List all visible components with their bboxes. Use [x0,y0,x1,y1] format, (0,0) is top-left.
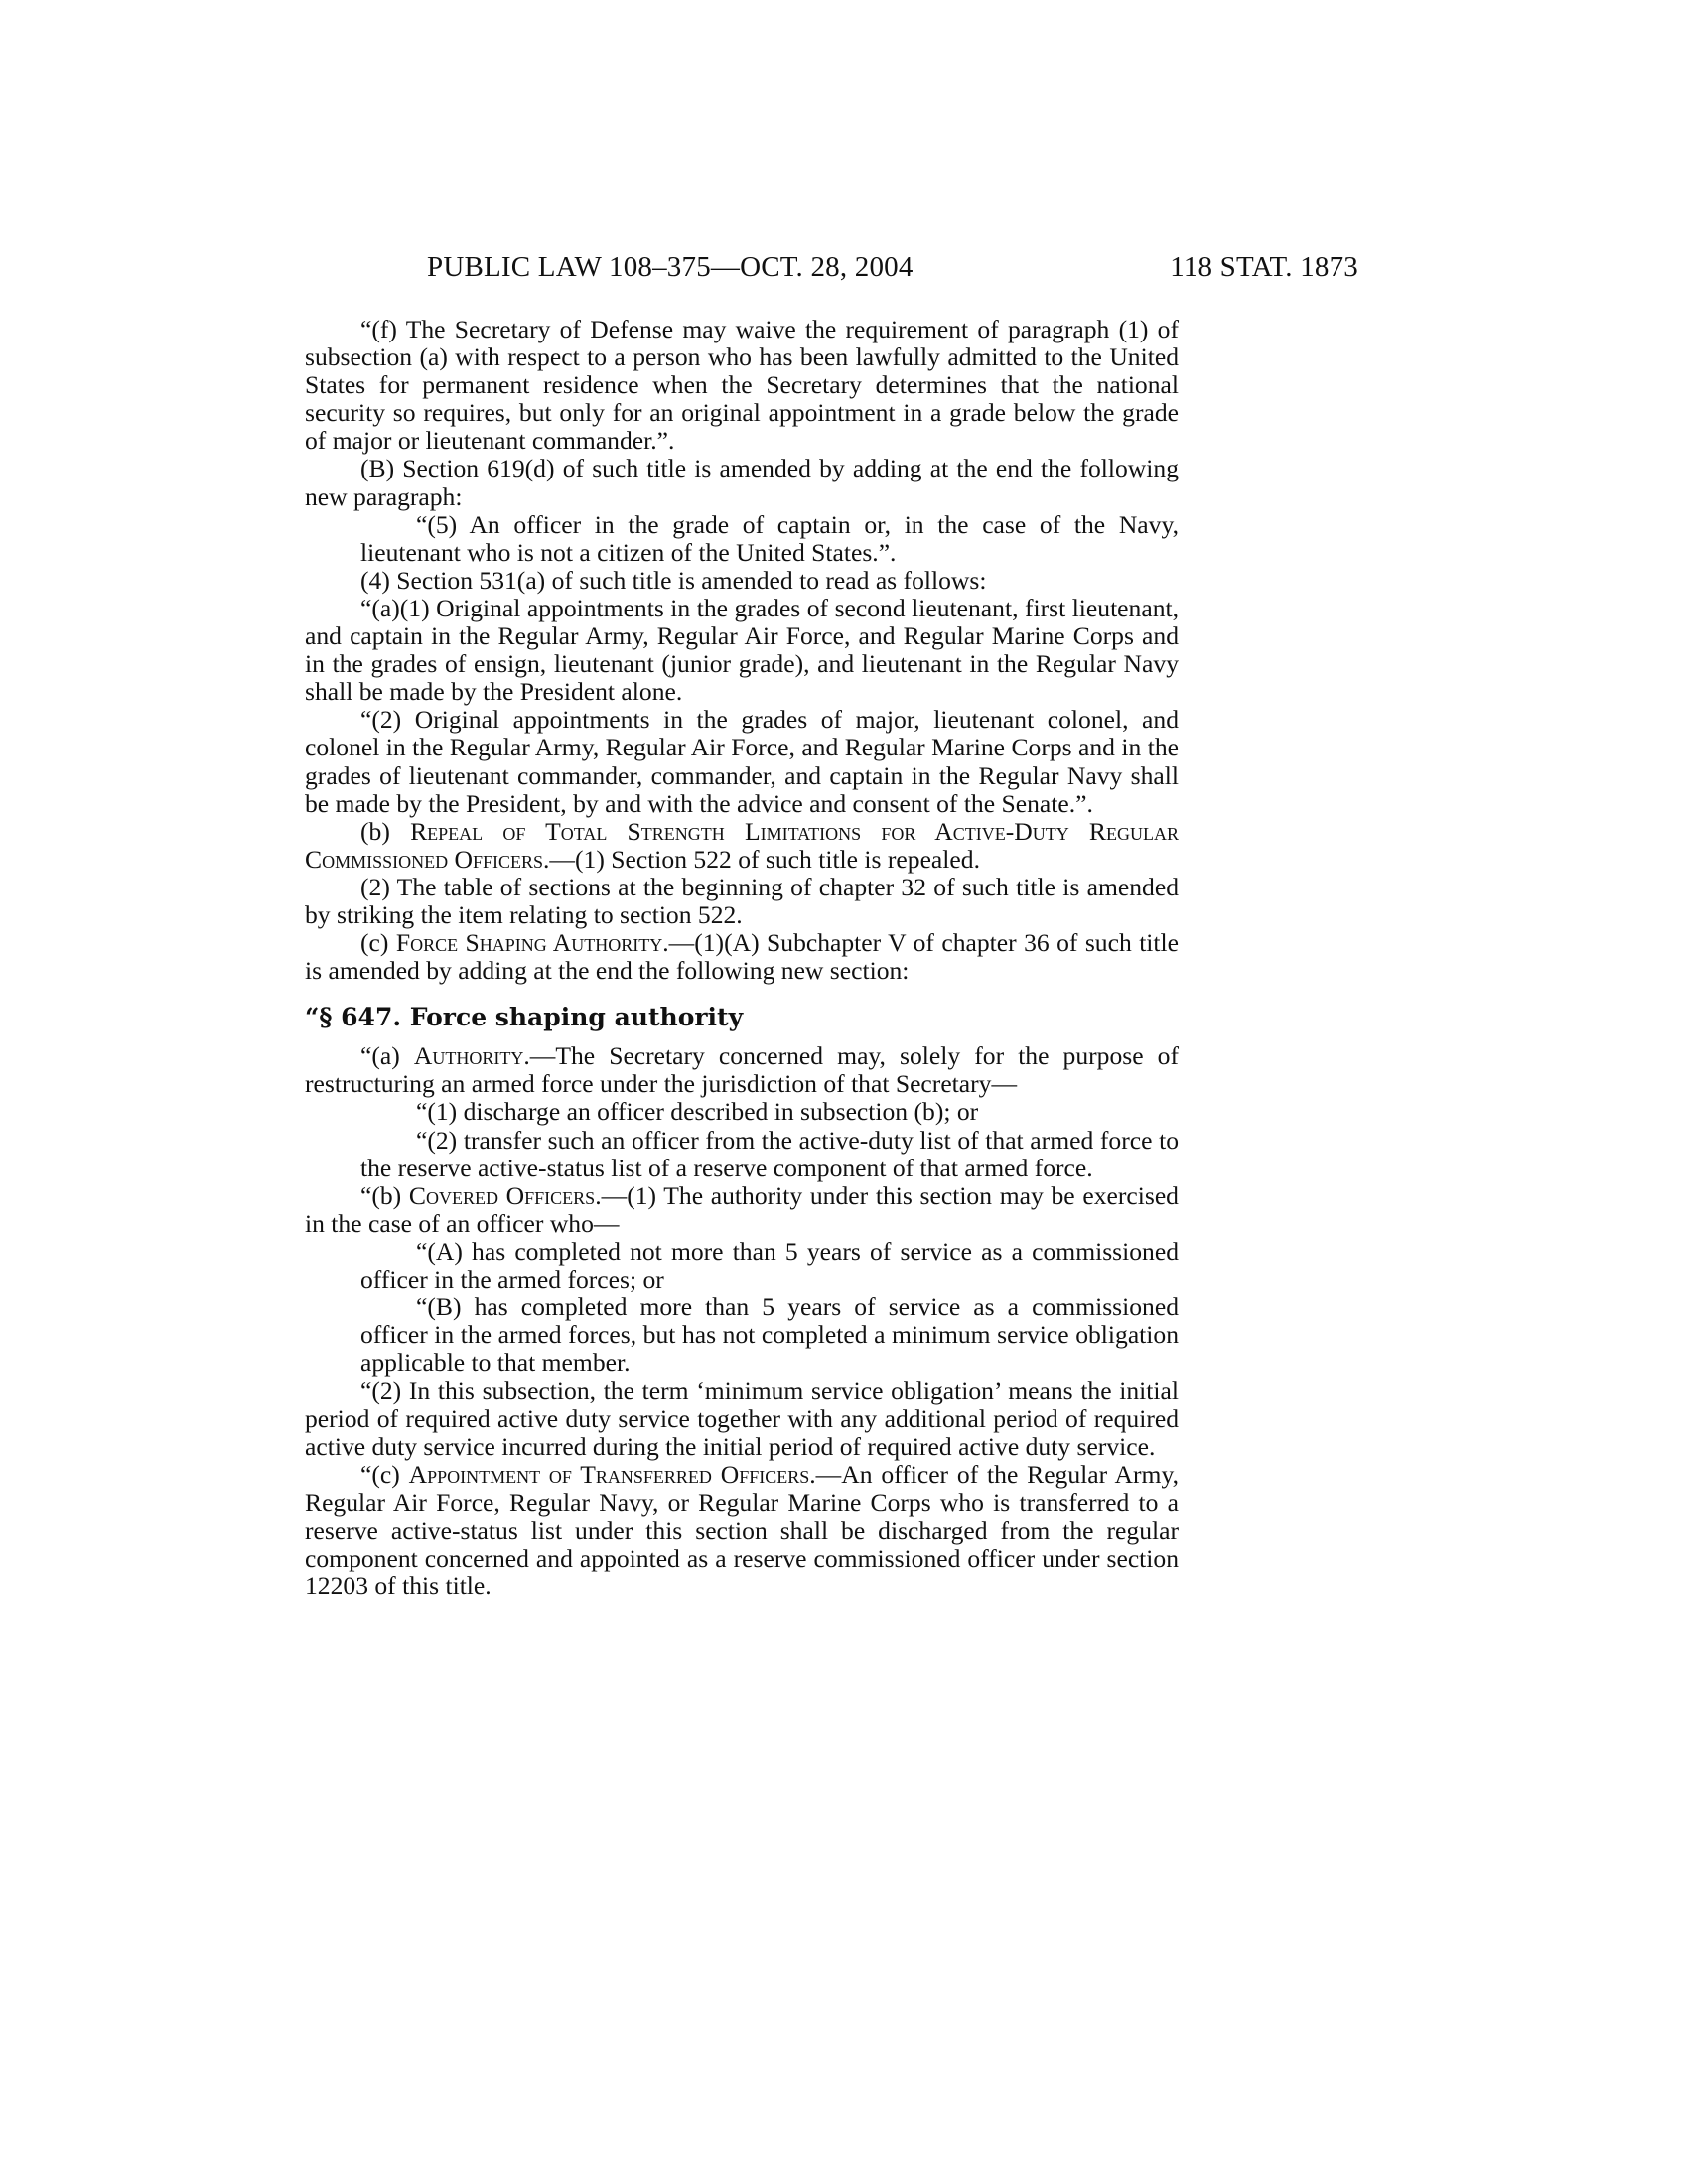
paragraph-b-prefix: (b) [360,816,411,846]
paragraph-c-rest: —(1)(A) Subchapter V of chapter 36 of such title is amended by adding at the end the following new section: [305,928,1179,986]
subsection-a-1: “(1) discharge an officer described in subsection (b); or [416,1097,979,1127]
paragraph-c-caption: Force Shaping Authority. [395,928,669,958]
section-heading: “§ 647. Force shaping authority [305,1003,744,1032]
paragraph-c-force-shaping [305,929,1179,985]
subsection-c-caption: Appointment of Transferred Officers. [408,1459,816,1489]
paragraph-5: “(5) An officer in the grade of captain or, in the case of the Navy, lieutenant who is not a citizen of the United States.”. [360,509,1179,567]
subsection-b-B: “(B) has completed more than 5 years of service as a commissioned officer in the armed forces, but has not completed a minimum service obligation applicable to that member. [360,1293,1179,1378]
paragraph-b-rest: —(1) Section 522 of such title is repealed. [549,844,980,874]
subsection-a-prefix: “(a) [360,1041,414,1071]
paragraph-f: “(f) The Secretary of Defense may waive the requirement of paragraph (1) of subsection (a) with respect to a person who has been lawfully admitted to the United States for permanent residence when the Secretary determines that the national security so requires, but only for an original appointment in a grade below the grade of major or lieutenant commander.”. [305,315,1179,456]
subsection-c [305,1461,1179,1600]
subsection-b-caption: Covered Officers. [408,1180,602,1210]
header-title: PUBLIC LAW 108–375—OCT. 28, 2004 [427,251,914,283]
subsection-a [305,1042,1179,1098]
subsection-a-caption: Authority. [413,1041,530,1071]
subsection-b-A: “(A) has completed not more than 5 years of service as a commissioned officer in the armed forces; or [360,1236,1179,1294]
subsection-c-prefix: “(c) [360,1459,409,1489]
page-header [0,247,1688,287]
paragraph-b2: (2) The table of sections at the beginning of chapter 32 of such title is amended by striking the item relating to section 522. [305,872,1179,929]
subsection-a-rest: —The Secretary concerned may, solely for the purpose of restructuring an armed force under the jurisdiction of that Secretary— [305,1041,1179,1099]
subsection-b-prefix: “(b) [360,1180,409,1210]
paragraph-b-caption: Repeal of Total Strength Limitations for Active-Duty Regular Commissioned Officers. [305,816,1179,874]
subsection-c-rest: —An officer of the Regular Army, Regular Air Force, Regular Navy, or Regular Marine Corps who is transferred to a reserve active-status list under this section shall be discharged from the regular component concerned and appointed as a reserve commissioned officer under section 12203 of this title. [305,1459,1179,1601]
subsection-b-rest: —(1) The authority under this section may be exercised in the case of an officer who— [305,1180,1179,1238]
header-stat-page: 118 STAT. 1873 [1170,251,1358,283]
body-text [305,316,1179,1600]
paragraph-a2: “(2) Original appointments in the grades of major, lieutenant colonel, and colonel in the Regular Army, Regular Air Force, and Regular Marine Corps and in the grades of lieutenant commander, commander, and captain in the Regular Navy shall be made by the President, by and with the advice and consent of the Senate.”. [305,705,1179,818]
paragraph-4: (4) Section 531(a) of such title is amended to read as follows: [360,565,987,595]
paragraph-b-619: (B) Section 619(d) of such title is amended by adding at the end the following new paragraph: [305,454,1179,511]
subsection-b [305,1182,1179,1238]
paragraph-c-prefix: (c) [360,928,396,958]
paragraph-b-repeal [305,818,1179,874]
paragraph-a1: “(a)(1) Original appointments in the grades of second lieutenant, first lieutenant, and captain in the Regular Army, Regular Air Force, and Regular Marine Corps and in the grades of ensign, lieutenant (junior grade), and lieutenant in the Regular Navy shall be made by the President alone. [305,593,1179,707]
subsection-b-2: “(2) In this subsection, the term ‘minimum service obligation’ means the initial period of required active duty service together with any additional period of required active duty service incurred during the initial period of required active duty service. [305,1376,1179,1461]
subsection-a-2: “(2) transfer such an officer from the active-duty list of that armed force to the reserve active-status list of a reserve component of that armed force. [360,1125,1179,1182]
